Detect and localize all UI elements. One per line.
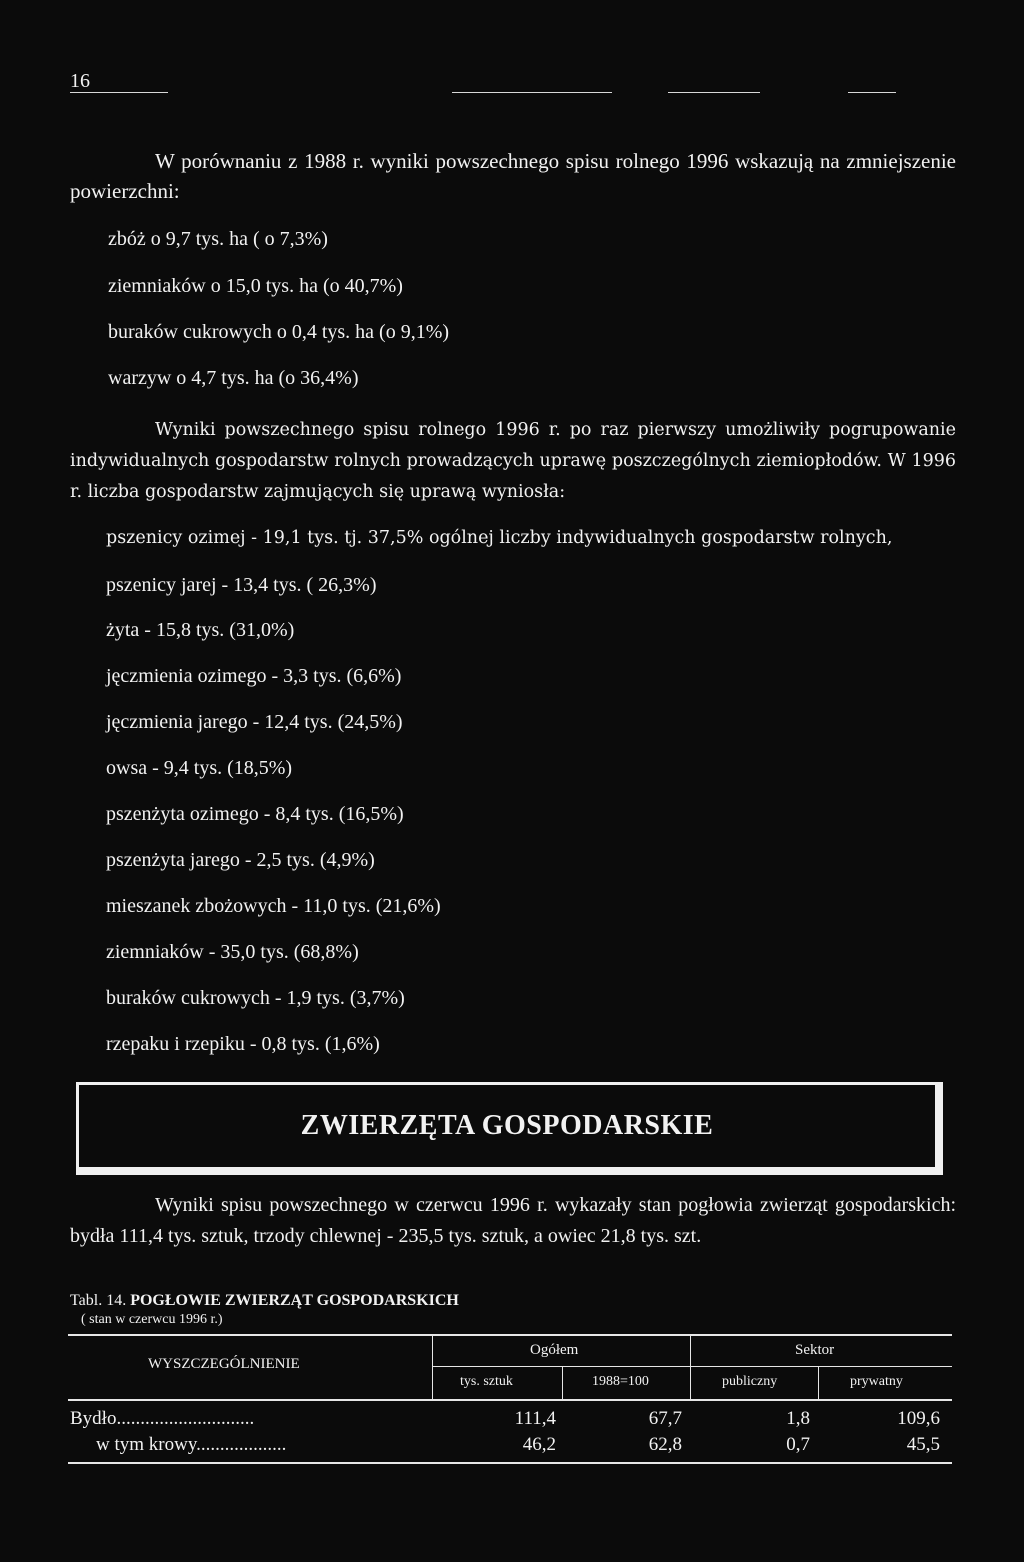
section2-paragraph: Wyniki powszechnego spisu rolnego 1996 r. po raz pierwszy umożliwiły pogrupowanie indywidualnych gospodarstw rolnych prowadzących uprawę poszczególnych ziemiopłodów. W 1996 r. liczba gospodarstw zajmujących się uprawą wyniosła: <box>70 420 956 502</box>
table-subtitle: ( stan w czerwcu 1996 r.) <box>81 1312 223 1327</box>
list-item: ziemniaków - 35,0 tys. (68,8%) <box>106 941 359 963</box>
header-1988: 1988=100 <box>592 1374 649 1389</box>
table-cell: 1,8 <box>786 1408 810 1429</box>
list-item: owsa - 9,4 tys. (18,5%) <box>106 757 293 779</box>
list-item: jęczmienia jarego - 12,4 tys. (24,5%) <box>106 711 403 733</box>
page-number: 16 <box>70 70 90 92</box>
table-caption <box>70 1292 459 1310</box>
section-heading-box <box>76 1082 943 1175</box>
header-sektor: Sektor <box>795 1342 835 1358</box>
table-cell: 46,2 <box>522 1434 556 1455</box>
header-tys-sztuk: tys. sztuk <box>460 1374 513 1389</box>
list-item: buraków cukrowych o 0,4 tys. ha (o 9,1%) <box>108 321 450 343</box>
list-item: jęczmienia ozimego - 3,3 tys. (6,6%) <box>106 665 402 687</box>
table-row-label: Bydło............................. <box>70 1408 255 1429</box>
list-item: pszenicy ozimej - 19,1 tys. tj. 37,5% ogólnej liczby indywidualnych gospodarstw rolnych, <box>106 528 893 548</box>
header-publiczny: publiczny <box>722 1374 778 1389</box>
list-item: warzyw o 4,7 tys. ha (o 36,4%) <box>108 367 359 389</box>
list-item: mieszanek zbożowych - 11,0 tys. (21,6%) <box>106 895 441 917</box>
list-item: pszenicy jarej - 13,4 tys. ( 26,3%) <box>106 574 377 596</box>
list-item: ziemniaków o 15,0 tys. ha (o 40,7%) <box>108 275 403 297</box>
table-label: Tabl. 14. <box>70 1292 127 1309</box>
list-item: zbóż o 9,7 tys. ha ( o 7,3%) <box>108 228 328 250</box>
table-title: POGŁOWIE ZWIERZĄT GOSPODARSKICH <box>130 1292 459 1309</box>
list-item: żyta - 15,8 tys. (31,0%) <box>106 619 295 641</box>
list-item: buraków cukrowych - 1,9 tys. (3,7%) <box>106 987 405 1009</box>
section-heading: ZWIERZĘTA GOSPODARSKIE <box>300 1110 714 1141</box>
table-cell: 109,6 <box>897 1408 940 1429</box>
header-ogolem: Ogółem <box>530 1342 579 1358</box>
list-item: pszenżyta jarego - 2,5 tys. (4,9%) <box>106 849 375 871</box>
section3-paragraph: Wyniki spisu powszechnego w czerwcu 1996 r. wykazały stan pogłowia zwierząt gospodarskich: bydła 111,4 tys. sztuk, trzody chlewnej - 235,5 tys. sztuk, a owiec 21,8 tys. szt. <box>70 1194 956 1247</box>
intro-paragraph: W porównaniu z 1988 r. wyniki powszechnego spisu rolnego 1996 wskazują na zmniejszenie powierzchni: <box>70 149 956 203</box>
list-item: rzepaku i rzepiku - 0,8 tys. (1,6%) <box>106 1033 380 1055</box>
header-wyszczegolnienie: WYSZCZEGÓLNIENIE <box>148 1356 300 1372</box>
table-cell: 62,8 <box>648 1434 682 1455</box>
table-cell: 111,4 <box>514 1408 556 1429</box>
table-cell: 0,7 <box>786 1434 810 1455</box>
table-cell: 67,7 <box>648 1408 682 1429</box>
table-cell: 45,5 <box>906 1434 940 1455</box>
list-item: pszenżyta ozimego - 8,4 tys. (16,5%) <box>106 803 404 825</box>
header-prywatny: prywatny <box>850 1374 903 1389</box>
table-row-label: w tym krowy................... <box>96 1434 287 1455</box>
